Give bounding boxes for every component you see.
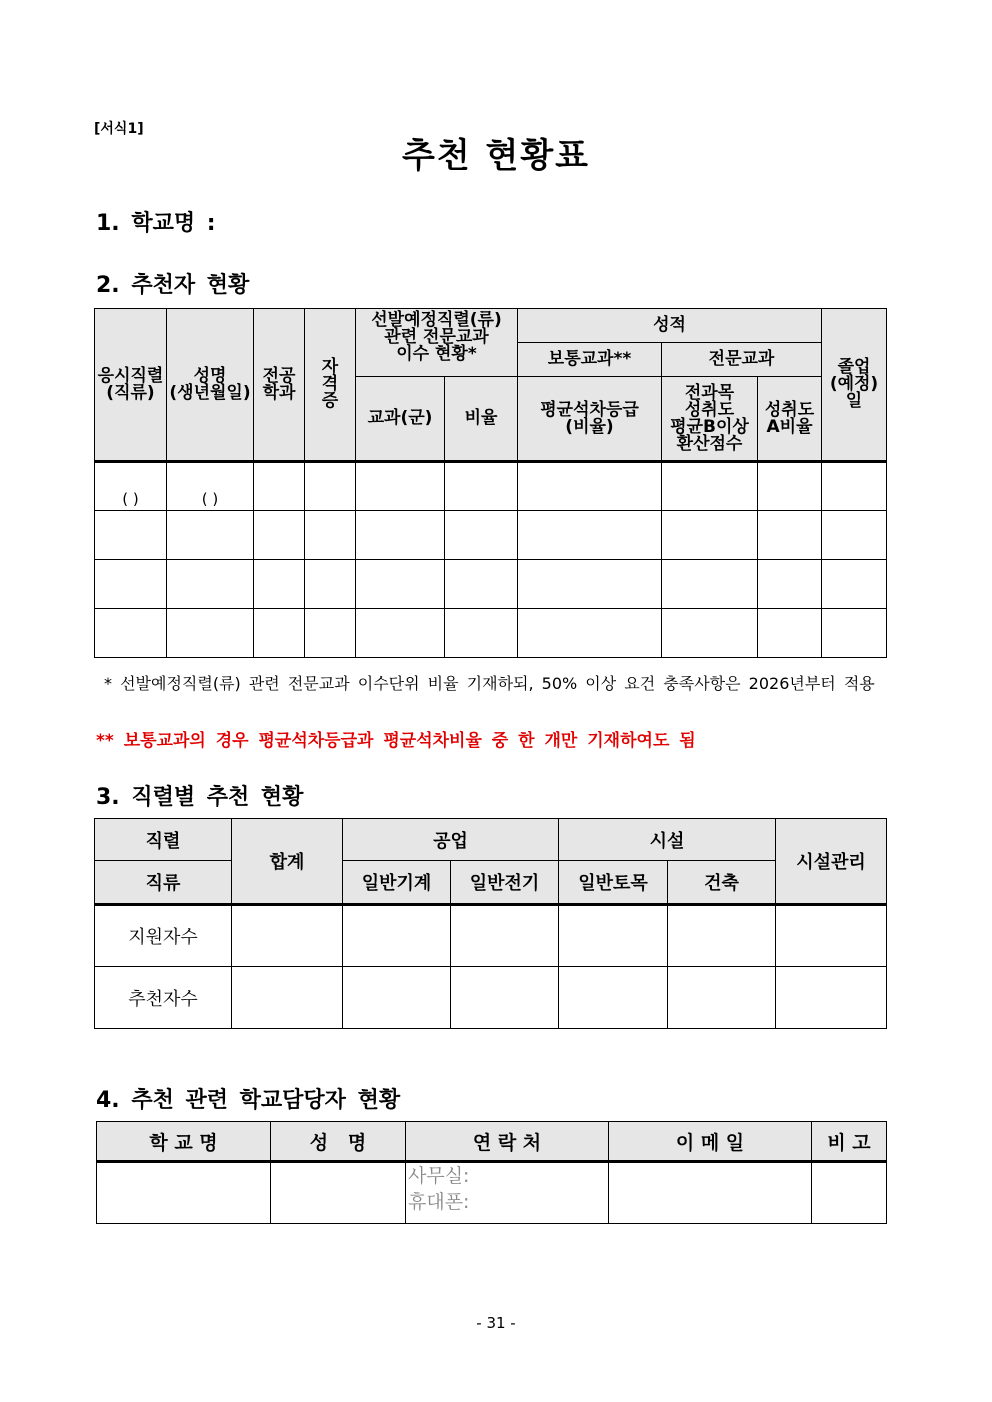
- table-cell[interactable]: [559, 905, 668, 967]
- table-cell[interactable]: [662, 609, 758, 658]
- table-cell[interactable]: [518, 560, 662, 609]
- table-cell[interactable]: [758, 462, 822, 511]
- header-grades: 성적: [518, 309, 822, 343]
- header-type: 직류: [95, 861, 232, 905]
- header-mechanical: 일반기계: [343, 861, 451, 905]
- header-ratio: 비율: [445, 377, 518, 462]
- series-table: [94, 818, 887, 1029]
- header-name: 성명 (생년월일): [167, 309, 254, 462]
- office-label: 사무실:: [408, 1165, 470, 1187]
- row-label-applicants: 지원자수: [95, 905, 232, 967]
- recommendee-table: [94, 308, 887, 658]
- table-cell[interactable]: [305, 462, 356, 511]
- header-email: 이 메 일: [609, 1122, 812, 1162]
- table-cell[interactable]: [445, 462, 518, 511]
- header-special-subjects: 전문교과: [662, 343, 822, 377]
- table-cell[interactable]: [232, 967, 343, 1029]
- table-row: [95, 905, 887, 967]
- header-name: 성 명: [271, 1122, 406, 1162]
- header-note: 비 고: [812, 1122, 887, 1162]
- table-cell[interactable]: [254, 609, 305, 658]
- header-position: 응시직렬 (직류): [95, 309, 167, 462]
- contact-cell[interactable]: [406, 1162, 609, 1224]
- header-all-subject-score: 전과목 성취도 평균B이상 환산점수: [662, 377, 758, 462]
- table-cell[interactable]: [254, 511, 305, 560]
- table-cell[interactable]: [776, 967, 887, 1029]
- note-related-courses: * 선발예정직렬(류) 관련 전문교과 이수단위 비율 기재하되, 50% 이상 요건 충족사항은 2026년부터 적용: [104, 674, 875, 693]
- page-title: 추천 현황표: [401, 136, 591, 176]
- section-school-name: 1. 학교명 :: [96, 211, 216, 236]
- header-school: 학 교 명: [97, 1122, 271, 1162]
- header-graduation: 졸업 (예정) 일: [822, 309, 887, 462]
- table-cell[interactable]: [451, 967, 559, 1029]
- header-series: 직렬: [95, 819, 232, 861]
- table-cell[interactable]: [254, 462, 305, 511]
- table-row: [95, 967, 887, 1029]
- header-architecture: 건축: [668, 861, 776, 905]
- header-subject-group: 교과(군): [356, 377, 445, 462]
- name-cell[interactable]: ( ): [167, 462, 254, 511]
- header-related-courses: 선발예정직렬(류) 관련 전문교과 이수 현황*: [356, 309, 518, 377]
- table-cell[interactable]: [167, 609, 254, 658]
- table-row: [95, 609, 887, 658]
- table-cell[interactable]: [758, 609, 822, 658]
- table-cell[interactable]: [559, 967, 668, 1029]
- form-tag: [서식1]: [94, 121, 144, 137]
- header-facility: 시설: [559, 819, 776, 861]
- note-cell[interactable]: [812, 1162, 887, 1224]
- table-cell[interactable]: [95, 560, 167, 609]
- table-cell[interactable]: [668, 967, 776, 1029]
- table-cell[interactable]: [254, 560, 305, 609]
- header-avg-grade: 평균석차등급 (비율): [518, 377, 662, 462]
- header-facility-mgmt: 시설관리: [776, 819, 887, 905]
- table-cell[interactable]: [668, 905, 776, 967]
- table-cell[interactable]: [822, 511, 887, 560]
- table-cell[interactable]: [343, 967, 451, 1029]
- email-cell[interactable]: [609, 1162, 812, 1224]
- header-major: 전공 학과: [254, 309, 305, 462]
- table-cell[interactable]: [356, 511, 445, 560]
- header-general-subjects: 보통교과**: [518, 343, 662, 377]
- table-cell[interactable]: [758, 560, 822, 609]
- header-electrical: 일반전기: [451, 861, 559, 905]
- table-cell[interactable]: [822, 462, 887, 511]
- table-cell[interactable]: [758, 511, 822, 560]
- table-cell[interactable]: [95, 609, 167, 658]
- header-civil: 일반토목: [559, 861, 668, 905]
- table-row: [97, 1162, 887, 1224]
- table-cell[interactable]: [822, 560, 887, 609]
- table-cell[interactable]: [445, 609, 518, 658]
- table-cell[interactable]: [356, 560, 445, 609]
- table-cell[interactable]: [662, 462, 758, 511]
- table-cell[interactable]: [518, 511, 662, 560]
- header-total: 합계: [232, 819, 343, 905]
- section-recommendee-status: 2. 추천자 현황: [96, 273, 250, 298]
- row-label-recommended: 추천자수: [95, 967, 232, 1029]
- table-cell[interactable]: [518, 462, 662, 511]
- table-cell[interactable]: [343, 905, 451, 967]
- table-cell[interactable]: [445, 511, 518, 560]
- table-cell[interactable]: [356, 462, 445, 511]
- header-contact: 연 락 처: [406, 1122, 609, 1162]
- header-a-ratio: 성취도 A비율: [758, 377, 822, 462]
- section-school-contact: 4. 추천 관련 학교담당자 현황: [96, 1088, 401, 1113]
- table-cell[interactable]: [662, 560, 758, 609]
- table-row: [95, 560, 887, 609]
- table-cell[interactable]: [445, 560, 518, 609]
- note-general-subjects: ** 보통교과의 경우 평균석차등급과 평균석차비율 중 한 개만 기재하여도 됨: [96, 731, 696, 751]
- name-cell[interactable]: [271, 1162, 406, 1224]
- table-cell[interactable]: [167, 560, 254, 609]
- table-cell[interactable]: [305, 560, 356, 609]
- table-cell[interactable]: [776, 905, 887, 967]
- school-cell[interactable]: [97, 1162, 271, 1224]
- table-cell[interactable]: [356, 609, 445, 658]
- table-cell[interactable]: [451, 905, 559, 967]
- page-number: - 31 -: [476, 1314, 516, 1332]
- table-cell[interactable]: [305, 609, 356, 658]
- table-cell[interactable]: [822, 609, 887, 658]
- table-cell[interactable]: [167, 511, 254, 560]
- table-cell[interactable]: [518, 609, 662, 658]
- position-cell[interactable]: ( ): [95, 462, 167, 511]
- mobile-label: 휴대폰:: [408, 1191, 470, 1213]
- header-certificate: 자 격 증: [305, 309, 356, 462]
- contact-table: [96, 1121, 887, 1224]
- header-industry: 공업: [343, 819, 559, 861]
- table-cell[interactable]: [662, 511, 758, 560]
- table-cell[interactable]: [305, 511, 356, 560]
- table-cell[interactable]: [232, 905, 343, 967]
- table-cell[interactable]: [95, 511, 167, 560]
- table-row: [95, 511, 887, 560]
- section-series-status: 3. 직렬별 추천 현황: [96, 785, 304, 810]
